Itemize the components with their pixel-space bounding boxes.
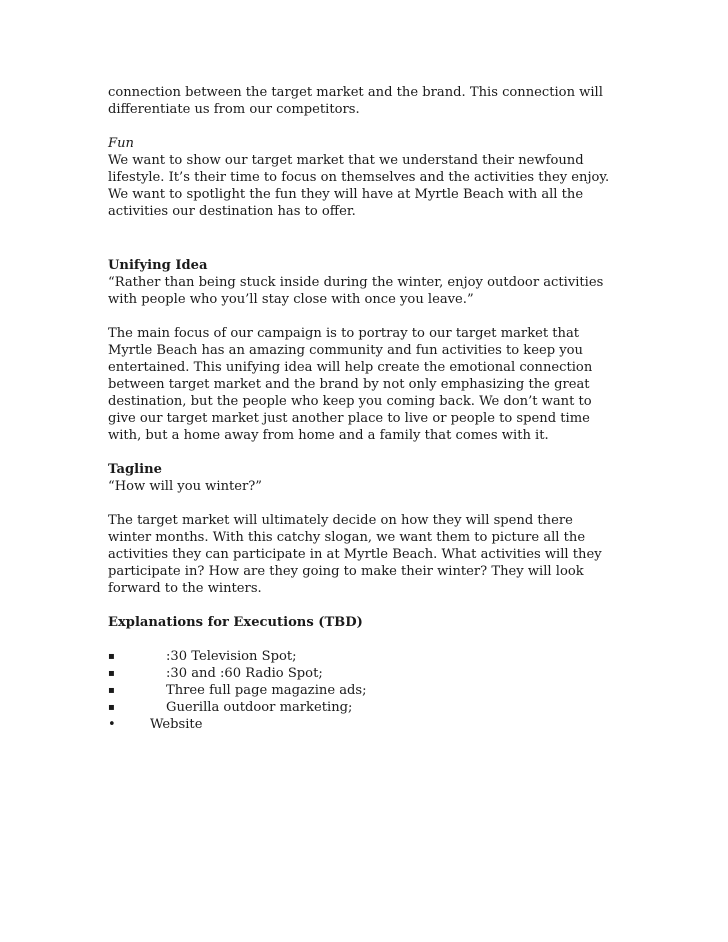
executions-heading: Explanations for Executions (TBD) [108, 615, 363, 630]
tagline-heading: Tagline [108, 462, 162, 477]
list-item [108, 682, 620, 699]
list-item-label: :30 Television Spot; [166, 649, 297, 664]
list-item-label: :30 and :60 Radio Spot; [166, 666, 323, 681]
list-item [108, 699, 620, 716]
round-bullet-icon: • [108, 717, 116, 732]
list-item-label: Website [150, 717, 203, 732]
unifying-idea-heading: Unifying Idea [108, 258, 208, 273]
list-item-label: Three full page magazine ads; [166, 683, 367, 698]
list-item [108, 716, 620, 733]
fun-heading: Fun [108, 136, 134, 151]
intro-paragraph: connection between the target market and the brand. This connection will differentiate us from our competitors. [108, 85, 603, 117]
list-item [108, 665, 620, 682]
tagline-paragraph: The target market will ultimately decide on how they will spend there winter months. With this catchy slogan, we want them to picture all the activities they can participate in at Myrtle Beach. What activities will they participate in? How are they going to make their winter? They will look forward to the winters. [108, 513, 602, 596]
square-bullet-icon: ▪ [108, 685, 115, 696]
document-page [108, 84, 620, 733]
unifying-idea-paragraph: The main focus of our campaign is to portray to our target market that Myrtle Beach has an amazing community and fun activities to keep you entertained. This unifying idea will help create the emotional connection between target market and the brand by not only emphasizing the great destination, but the people who keep you coming back. We don’t want to give our target market just another place to live or people to spend time with, but a home away from home and a family that comes with it. [108, 326, 593, 443]
list-item [108, 648, 620, 665]
list-item-label: Guerilla outdoor marketing; [166, 700, 353, 715]
square-bullet-icon: ▪ [108, 651, 115, 662]
fun-paragraph: We want to show our target market that we understand their newfound lifestyle. It’s their time to focus on themselves and the activities they enjoy. We want to spotlight the fun they will have at Myrtle Beach with all the activities our destination has to offer. [108, 153, 610, 219]
tagline-quote: “How will you winter?” [108, 479, 262, 494]
square-bullet-icon: ▪ [108, 668, 115, 679]
unifying-idea-quote: “Rather than being stuck inside during the winter, enjoy outdoor activities with people who you’ll stay close with once you leave.” [108, 275, 604, 307]
executions-list [108, 648, 620, 733]
square-bullet-icon: ▪ [108, 702, 115, 713]
